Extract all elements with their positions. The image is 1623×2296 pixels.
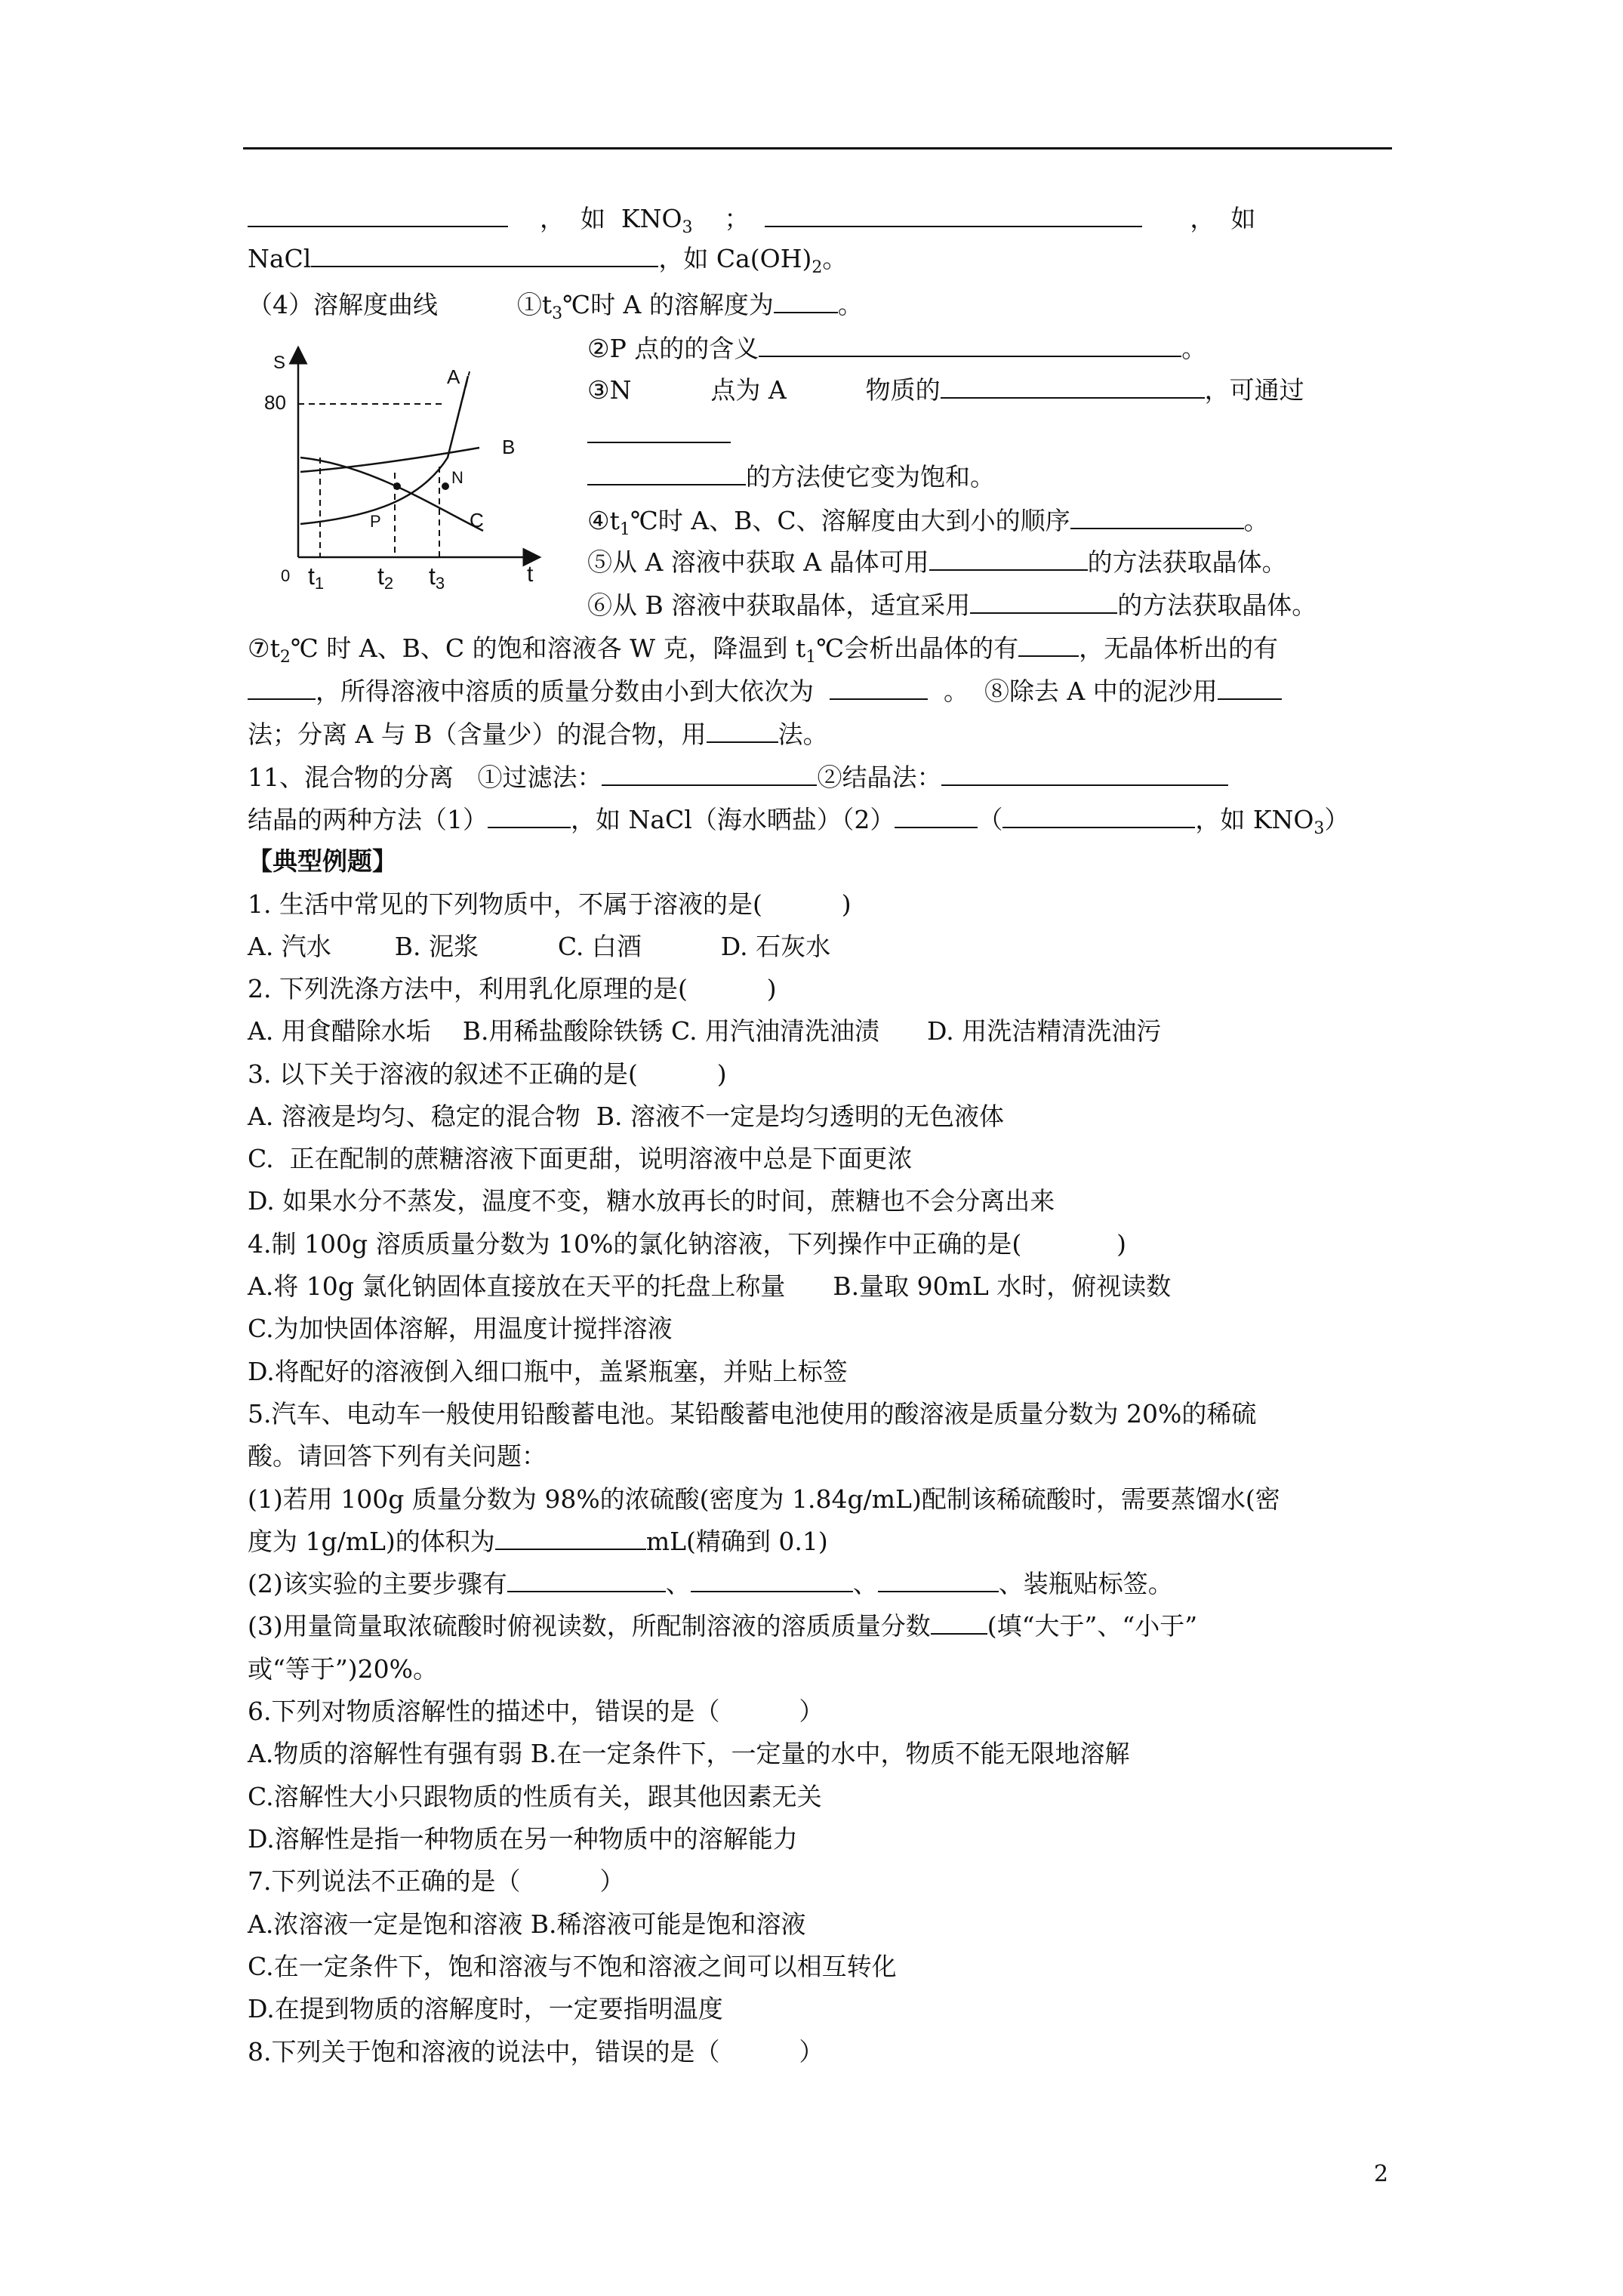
- answer-blank[interactable]: [941, 763, 1228, 786]
- text-line: [248, 1271, 1425, 1302]
- answer-blank[interactable]: [929, 548, 1088, 571]
- answer-blank[interactable]: [774, 291, 838, 313]
- text-line: [248, 1866, 1425, 1897]
- text-run: NaCl: [248, 244, 312, 273]
- text-run: ）: [1324, 805, 1350, 834]
- text-run: 、装瓶贴标签。: [998, 1569, 1173, 1598]
- x-tick-label: t1: [308, 562, 325, 593]
- text-run: ；: [692, 204, 765, 233]
- x-tick-labels: [308, 562, 445, 593]
- label-n: N: [451, 468, 463, 487]
- text-run: ，如 NaCl（海水晒盐）（2）: [571, 805, 895, 834]
- answer-blank[interactable]: [495, 1527, 646, 1550]
- text-line: [248, 2037, 1425, 2067]
- text-run: A.物质的溶解性有强有弱 B.在一定条件下，一定量的水中，物质不能无限地溶解: [248, 1739, 1130, 1768]
- answer-blank[interactable]: [248, 205, 508, 227]
- text-run: ，如 Ca(OH): [658, 244, 812, 273]
- text-run: C.为加快固体溶解，用温度计搅拌溶液: [248, 1314, 673, 1343]
- text-run: (填“大于”、“小于”: [987, 1611, 1198, 1641]
- text-run: (1)若用 100g 质量分数为 98%的浓硫酸(密度为 1.84g/mL)配制该稀硫酸时，需要蒸馏水(密: [248, 1484, 1280, 1514]
- solubility-curve-graph: [264, 346, 544, 595]
- text-run: 5.汽车、电动车一般使用铅酸蓄电池。某铅酸蓄电池使用的酸溶液是质量分数为 20%的稀硫: [248, 1399, 1257, 1428]
- text-line: [248, 932, 1425, 962]
- text-line: [248, 1314, 1425, 1344]
- text-line: [248, 720, 1425, 750]
- text-run: 、: [665, 1569, 691, 1598]
- text-line: [248, 1909, 1425, 1940]
- text-run: A.浓溶液一定是饱和溶液 B.稀溶液可能是饱和溶液: [248, 1909, 806, 1939]
- text-run: ℃时 A 的溶解度为: [562, 290, 774, 319]
- text-run: ③N 点为 A 物质的: [587, 375, 941, 405]
- text-run: ②P 点的的含义: [587, 334, 759, 363]
- text-run: 6.下列对物质溶解性的描述中，错误的是（ ）: [248, 1697, 824, 1726]
- text-line: [248, 1186, 1425, 1216]
- text-run: ， 如 KNO: [508, 204, 682, 233]
- answer-blank[interactable]: [931, 1612, 987, 1635]
- text-run: ，可通过: [1204, 375, 1304, 405]
- answer-blank[interactable]: [830, 677, 928, 700]
- x-tick-label: t2: [377, 562, 394, 593]
- answer-blank[interactable]: [765, 205, 1142, 227]
- answer-blank[interactable]: [707, 720, 778, 743]
- text-line: [587, 375, 1623, 405]
- text-line: [248, 1569, 1425, 1599]
- text-run: 。: [822, 244, 848, 273]
- text-run: 法；分离 A 与 B（含量少）的混合物，用: [248, 720, 707, 749]
- text-run: 11、混合物的分离 ①过滤法：: [248, 763, 602, 792]
- text-line: [248, 846, 1425, 877]
- text-run: ⑦t: [248, 633, 280, 663]
- text-line: [248, 1399, 1425, 1429]
- text-line: [248, 1782, 1425, 1812]
- text-run: ，如 KNO: [1195, 805, 1314, 834]
- subscript: 3: [682, 218, 693, 237]
- point-p: [393, 482, 401, 490]
- text-line: [248, 1357, 1425, 1387]
- text-line: [248, 244, 1425, 277]
- text-run: 的方法使它变为饱和。: [746, 462, 995, 492]
- text-run: （: [978, 805, 1003, 834]
- answer-blank[interactable]: [587, 463, 746, 485]
- text-run: A. 汽水 B. 泥浆 C. 白酒 D. 石灰水: [248, 932, 831, 961]
- text-run: D.在提到物质的溶解度时，一定要指明温度: [248, 1994, 723, 2023]
- text-run: 。: [837, 290, 863, 319]
- text-run: 的方法获取晶体。: [1117, 590, 1317, 620]
- header-rule: [243, 147, 1392, 149]
- text-line: [248, 290, 1425, 323]
- text-line: [248, 1441, 1425, 1472]
- text-line: [587, 506, 1623, 539]
- label-p: P: [370, 512, 381, 531]
- text-run: ②结晶法：: [817, 763, 942, 792]
- text-run: （4）溶解度曲线 ①t: [248, 290, 553, 319]
- subscript: 3: [552, 304, 563, 323]
- text-line: [587, 547, 1623, 578]
- text-run: 。: [1243, 506, 1269, 535]
- text-run: ℃时 A、B、C、溶解度由大到小的顺序: [630, 506, 1070, 535]
- origin-label: 0: [281, 566, 291, 585]
- text-line: [248, 1654, 1425, 1684]
- answer-blank[interactable]: [878, 1570, 999, 1592]
- text-line: [587, 334, 1623, 364]
- text-run: ⑤从 A 溶液中获取 A 晶体可用: [587, 547, 929, 577]
- answer-blank[interactable]: [895, 806, 978, 828]
- answer-blank[interactable]: [1070, 507, 1244, 529]
- text-run: 法。: [778, 720, 828, 749]
- answer-blank[interactable]: [602, 763, 817, 786]
- text-line: [248, 889, 1425, 920]
- text-run: ，所得溶液中溶质的质量分数由小到大依次为: [316, 676, 830, 706]
- text-line: [248, 633, 1425, 667]
- text-run: 2. 下列洗涤方法中，利用乳化原理的是( ): [248, 974, 777, 1003]
- text-run: 3. 以下关于溶液的叙述不正确的是( ): [248, 1059, 727, 1089]
- text-run: ⑥从 B 溶液中获取晶体，适宜采用: [587, 590, 971, 620]
- text-run: (2)该实验的主要步骤有: [248, 1569, 507, 1598]
- text-run: A.将 10g 氯化钠固体直接放在天平的托盘上称量 B.量取 90mL 水时，俯视读数: [248, 1271, 1172, 1301]
- text-run: 。: [1181, 334, 1207, 363]
- text-line: [248, 1824, 1425, 1854]
- text-line: [587, 462, 1623, 492]
- answer-blank[interactable]: [970, 591, 1117, 614]
- text-line: [248, 1697, 1425, 1727]
- text-line: [248, 1016, 1425, 1046]
- text-line: [248, 763, 1425, 793]
- text-line: [248, 676, 1425, 707]
- text-line: [248, 1144, 1425, 1174]
- text-run: 酸。请回答下列有关问题：: [248, 1441, 547, 1471]
- text-run: mL(精确到 0.1): [645, 1527, 828, 1556]
- page-number: 2: [1374, 2161, 1389, 2187]
- text-run: C. 正在配制的蔗糖溶液下面更甜，说明溶液中总是下面更浓: [248, 1144, 913, 1173]
- answer-blank[interactable]: [507, 1570, 666, 1592]
- point-n: [442, 482, 449, 490]
- answer-blank[interactable]: [311, 245, 658, 267]
- text-run: A. 用食醋除水垢 B.用稀盐酸除铁锈 C. 用汽油清洗油渍 D. 用洗洁精清洗油污: [248, 1016, 1162, 1046]
- text-run: 。 ⑧除去 A 中的泥沙用: [927, 676, 1218, 706]
- x-axis-label: t: [527, 562, 534, 587]
- text-run: ℃会析出晶体的有: [816, 633, 1019, 663]
- text-run: 或“等于”)20%。: [248, 1654, 438, 1684]
- answer-blank[interactable]: [488, 806, 571, 828]
- subscript: 2: [279, 648, 291, 667]
- text-run: 度为 1g/mL)的体积为: [248, 1527, 495, 1556]
- subscript: 1: [805, 648, 817, 667]
- text-line: [248, 1229, 1425, 1259]
- text-run: D. 如果水分不蒸发，温度不变，糖水放再长的时间，蔗糖也不会分离出来: [248, 1186, 1055, 1216]
- label-a: A: [447, 365, 460, 388]
- subscript: 2: [812, 258, 823, 277]
- text-line: [587, 590, 1623, 621]
- text-line: [248, 805, 1425, 838]
- answer-blank[interactable]: [691, 1570, 853, 1592]
- text-run: ， 如: [1142, 204, 1256, 233]
- text-run: 4.制 100g 溶质质量分数为 10%的氯化钠溶液，下列操作中正确的是( ): [248, 1229, 1127, 1259]
- text-run: C.在一定条件下，饱和溶液与不饱和溶液之间可以相互转化: [248, 1952, 897, 1981]
- answer-blank[interactable]: [248, 677, 316, 700]
- text-run: C.溶解性大小只跟物质的性质有关，跟其他因素无关: [248, 1782, 822, 1811]
- text-line: [248, 1952, 1425, 1982]
- y-tick-80: 80: [264, 391, 286, 414]
- text-line: [248, 1611, 1425, 1641]
- subscript: 1: [619, 520, 630, 539]
- text-line: [248, 204, 1425, 237]
- text-line: [248, 1059, 1425, 1089]
- text-line: [248, 1527, 1425, 1557]
- text-run: D.将配好的溶液倒入细口瓶中，盖紧瓶塞，并贴上标签: [248, 1357, 848, 1386]
- text-line: [248, 974, 1425, 1004]
- text-run: ④t: [587, 506, 620, 535]
- text-run: 7.下列说法不正确的是（ ）: [248, 1866, 625, 1896]
- text-run: A. 溶液是均匀、稳定的混合物 B. 溶液不一定是均匀透明的无色液体: [248, 1102, 1005, 1131]
- answer-blank[interactable]: [1218, 677, 1282, 700]
- text-run: 【典型例题】: [248, 846, 397, 876]
- answer-blank[interactable]: [1018, 634, 1079, 657]
- text-line: [248, 1484, 1425, 1515]
- answer-blank[interactable]: [941, 376, 1205, 399]
- text-run: 结晶的两种方法（1）: [248, 805, 488, 834]
- text-line: [248, 1739, 1425, 1769]
- text-run: 的方法获取晶体。: [1087, 547, 1287, 577]
- y-axis-label: S: [273, 353, 286, 373]
- text-run: (3)用量筒量取浓硫酸时俯视读数，所配制溶液的溶质质量分数: [248, 1611, 931, 1641]
- text-line: [248, 1102, 1425, 1132]
- text-run: 、: [852, 1569, 878, 1598]
- text-line: [587, 420, 1623, 450]
- subscript: 3: [1313, 819, 1325, 838]
- answer-blank[interactable]: [587, 421, 731, 443]
- text-run: ，无晶体析出的有: [1079, 633, 1279, 663]
- label-b: B: [502, 436, 516, 458]
- text-run: D.溶解性是指一种物质在另一种物质中的溶解能力: [248, 1824, 798, 1854]
- text-line: [248, 1994, 1425, 2024]
- text-run: 1. 生活中常见的下列物质中，不属于溶液的是( ): [248, 889, 852, 919]
- curve-a: [300, 376, 468, 524]
- label-c: C: [470, 509, 484, 532]
- x-tick-label: t3: [429, 562, 445, 593]
- answer-blank[interactable]: [759, 334, 1181, 357]
- text-run: 8.下列关于饱和溶液的说法中，错误的是（ ）: [248, 2037, 824, 2066]
- text-run: ℃ 时 A、B、C 的饱和溶液各 W 克，降温到 t: [290, 633, 806, 663]
- answer-blank[interactable]: [1002, 806, 1195, 828]
